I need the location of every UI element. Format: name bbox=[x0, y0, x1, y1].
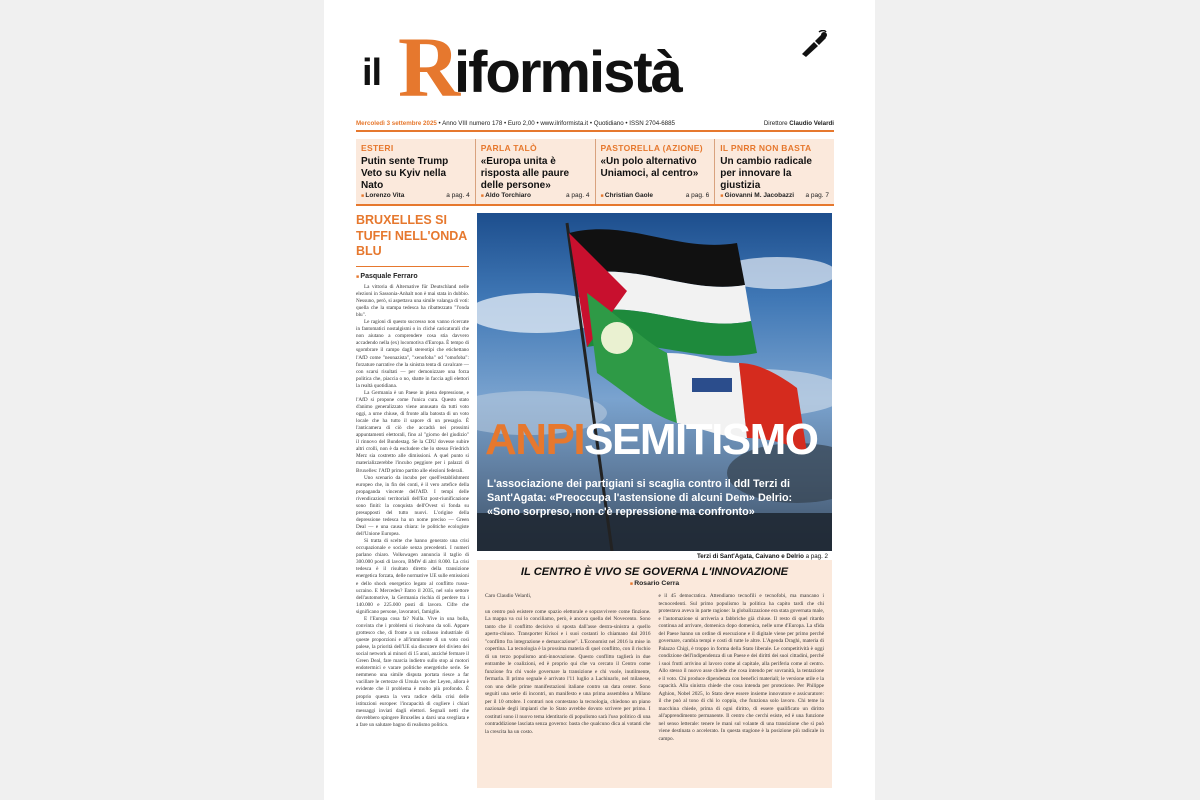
teaser-author: ■ Aldo Torchiaro bbox=[481, 192, 531, 199]
top-rule bbox=[356, 130, 834, 132]
caption-names: Terzi di Sant'Agata, Caivano e Delrio bbox=[696, 553, 804, 560]
logo-il: il bbox=[362, 52, 382, 94]
center-article-body bbox=[485, 593, 824, 743]
teaser-strip bbox=[356, 139, 834, 205]
article-text: un centro può esistere come spazio elettorale e sopravvivere come finzione. La mappa va cui lo conciliamo, però, è ancora quella del Novecento. Sono tanto che il conflitto decisivo si sposta dall'asse destra-sinistra a quello aperto-chiuso. Transporter Krisoi e i suoi costanti lo chiamano dal 2016 "conflitto fra integrazione e demarcazione". L'Economist nel 2016 la mise in copertina. La tecnologia è la prossima materia di quel conflitto, con il rischio di un terzo populismo anti-innovazione. Questo conflitto taglierà in due entrambe le coalizioni, ed è proprio qui che va cercato il Centro come funzione fra chi vuole governare la transizione e chi vuole, inutilmente, fermarla. Il primo segnale è arrivato l'11 luglio a Lachinarlo, nel milanese, con uno delle prime manifestazioni italiane contro un data center. Sono seguiti una serie di incontri, un manifesto e una prima assemblea a Milano per il 10 ottobre. I contrari non contestano la tecnologia, chiedono un piano nazionale degli impianti che lo Stato avrebbe dovuto scrivere per primo. I costituti sono il nuovo tema identitario di populismo sarà l'uso politico di una contraddizione lasciata senza governo: basta che qualcuno dica ai votanti che la crescita ha un costo. bbox=[485, 608, 651, 735]
teaser-kicker: PARLA TALÒ bbox=[480, 143, 537, 153]
left-article-title[interactable]: BRUXELLES SI TUFFI NELL'ONDA BLU bbox=[356, 213, 467, 259]
teaser-footer bbox=[481, 192, 590, 199]
article-text: e il 45 democratica. Attendiamo tecnofili e tecnofobi, ma mancano i tecnocedenti. Sul primo populismo la politica ha capito tardi che chi protestava aveva in parte ragione: la globalizzazione era stata governata male, e l'automazione si arriveria a fabbriche già chiuse. Il resto di quel ritardo continua ad arrivare, domenica dopo domenica, nelle urne d'Europa. La sfida del Paese hanno un ordine di esecuzione e il digitale viene per primo perché governare, cambia tempi e costi di tutte le altre. L'Agenda Draghi, materia di Palazzo Chigi, è troppo in forma della Stato liberale. Le competitività è oggi condizione dell'indipendenza di un Paese e dei diritti dei suoi cittadini, perché i suoi frutti arrivino al lavoro come al capitale, alla periferia come al centro. Allo stesso il nuovo asse chiede che cosa intendo per sovranità, la tentazione e il voto. Chi produce dipendenza con benefici materiali; le versione utile e la capacità. Alla sinistra chiede che cosa intenda per protezione. Per Philippe Aghion, Nobel 2025, lo Stato deve essere insieme innovatore e assicuratore: il che può al tono di chi lo coppia, che funziona solo lavoro. Chi teme la macchina chiede, prima di ogni diritto, di essere qualificato un diritto all'apprendimento permanente. Il centro che cerchi esiste, ed è una funzione nel senso letterale: tenere le mani sul volante di una transizione che sì può viene destinata o accelerato. In questa stagione è la posizione più radicale in campo. bbox=[658, 593, 824, 742]
headline-part-anpi: ANPI bbox=[485, 415, 585, 464]
teaser-kicker: IL PNRR NON BASTA bbox=[720, 143, 812, 153]
teaser-title[interactable]: Un cambio radicale per innovare la giustizia bbox=[720, 156, 812, 191]
article-paragraph: E l'Europa cosa fa? Nulla. Vive in una bolla, convinta che i problemi si risolvano da soli. Appare grottesco che, di fronte a un collasso industriale di queste proporzioni e all'imminente di un voto così palese, la priorità dell'UE sia discutere del divieto dei social network ai minori di 15 anni, anziché fermare il Green Deal, fare marcia indietro sullo stop ai motori endotermici e varare politiche energetiche serie. Se nemmeno una simile disputa portata riesce a far vacillare le certezze di Ursula von der Leyen, allora è evidente che il problema è molto più profondo. È proprio questa la vera radice della crisi delle istituzioni europee: l'incapacità di cogliere i chiari messaggi inviati dagli elettori. Segnali netti che dovrebbero spingere Bruxelles a darsi una svegliata e a fare un salutare bagno di realismo politico. bbox=[356, 615, 469, 728]
teaser-page: a pag. 4 bbox=[446, 192, 470, 199]
hero-photo[interactable] bbox=[477, 213, 832, 551]
left-article bbox=[356, 213, 469, 800]
teaser-page: a pag. 4 bbox=[566, 192, 590, 199]
hero-headline[interactable] bbox=[485, 415, 818, 464]
article-paragraph: Si tratta di scelte che hanno generato una crisi occupazionale e sociale senza precedenti. I numeri parlano chiaro. Volkswagen annuncia il taglio di 300.000 posti di lavoro, BMW di altri 8.000. La crisi tedesca è il risultato diretto della transizione energetica forzata, delle normative UE sulle emissioni e dello shock energetico legato al conflitto russo-ucraino. E Mercedes? Entro il 2035, nel solo settore dell'automotive, la Germania rischia di perdere tra i 140.000 e 225.000 posti di lavoro. Cifre che significano persone, lavoratori, famiglie. bbox=[356, 538, 469, 615]
center-article bbox=[477, 560, 832, 788]
teaser-page: a pag. 6 bbox=[685, 192, 710, 199]
article-paragraph: La vittoria di Alternative für Deutschland nelle elezioni in Sassonia-Anhalt non è mai stata in dubbio. Nessuno, però, si aspettava una simile valanga di voti: quella che la stampa tedesca ha ribattezzato "l'onda blu". bbox=[356, 283, 469, 319]
teaser-author: ■ Christian Gaole bbox=[601, 192, 653, 199]
article-paragraph: La Germania è un Paese in piena depressione, e l'AfD si propone come l'unica cura. Questo stato d'animo generalizzato viene annusato da tutti voto oggi, a urne chiuse, di fronte alla batosta di un voto locale che ha tutto il sapore di un presagio. È l'anticamera di ciò che accadrà nei prossimi appuntamenti elettorali, fino al "giorno del giudizio" il rinnovo del Bundestag. Se la CDU dovesse subire altri crolli, non è da escludere che lo stesso Friedrich Merz sia costretto alle dimissioni. A quel punto si materializzerebbe l'incubo peggiore per i palazzi di Bruxelles: l'AfD primo partito alle elezioni federali. bbox=[356, 389, 469, 474]
teaser-title[interactable]: «Un polo alternativo Uniamoci, al centro» bbox=[600, 156, 699, 179]
teaser-title[interactable]: Putin sente Trump Veto su Kyiv nella Nato bbox=[361, 156, 449, 191]
director-credit bbox=[764, 120, 834, 127]
teaser-author: ■ Giovanni M. Jacobazzi bbox=[720, 192, 794, 199]
teaser-kicker: ESTERI bbox=[361, 143, 394, 153]
article-salutation: Caro Claudio Velardi, bbox=[485, 593, 532, 599]
flame-pen-icon bbox=[798, 30, 830, 63]
headline-part-semitismo: SEMITISMO bbox=[584, 415, 818, 464]
left-article-body bbox=[356, 284, 469, 729]
teaser-kicker: PASTORELLA (AZIONE) bbox=[600, 143, 703, 153]
director-label: Direttore bbox=[763, 120, 790, 127]
teaser-pnrr[interactable] bbox=[715, 139, 834, 205]
teaser-footer bbox=[601, 192, 710, 199]
issue-date: Mercoledì 3 settembre 2025 bbox=[356, 120, 437, 127]
left-article-rule bbox=[356, 266, 469, 267]
masthead[interactable] bbox=[354, 19, 854, 118]
director-name: Claudio Velardi bbox=[789, 120, 834, 127]
logo-wordmark: iformistà bbox=[454, 40, 681, 105]
center-article-column-1 bbox=[485, 593, 651, 743]
teaser-title[interactable]: «Europa unita è risposta alle paure delle persone» bbox=[480, 156, 570, 191]
logo-r: R bbox=[398, 19, 461, 115]
teaser-parla-talo[interactable] bbox=[476, 139, 596, 205]
newspaper-front-page bbox=[324, 0, 875, 800]
article-paragraph: Uno scenario da incubo per quell'establishment europeo che, in fin dei conti, è il vero artefice della propaganda vincente dell'AfD. I tempi delle rivendicazioni territoriali dell'Est post-riunificazione sono finiti: la conquista dell'Ovest si fonda su presupposti del tutto nuovi. L'origine della depressione tedesca ha un nome preciso — Green Deal — e una causa chiara: le politiche ecologiste dell'Unione Europea. bbox=[356, 474, 469, 538]
issue-info: • Anno VIII numero 178 • Euro 2,00 • www.ilriformista.it • Quotidiano • ISSN 2704-6885 bbox=[436, 120, 675, 127]
center-article-author: ■ Rosario Cerra bbox=[485, 580, 824, 587]
center-article-column-2 bbox=[659, 593, 825, 743]
teaser-page: a pag. 7 bbox=[805, 192, 829, 199]
teaser-footer bbox=[361, 192, 470, 199]
left-article-author: ■ Pasquale Ferraro bbox=[356, 273, 469, 280]
center-article-title[interactable]: IL CENTRO È VIVO SE GOVERNA L'INNOVAZIONE bbox=[520, 566, 789, 578]
teaser-author: ■ Lorenzo Vita bbox=[361, 192, 404, 199]
teaser-esteri[interactable] bbox=[356, 139, 476, 205]
teaser-footer bbox=[720, 192, 829, 199]
hero-subheadline: L'associazione dei partigiani si scaglia contro il ddl Terzi di Sant'Agata: «Preoccupa l'astensione di alcuni Dem» Delrio: «Sono sorpreso, non c'è repressione ma confronto» bbox=[487, 478, 793, 518]
caption-page: a pag. 2 bbox=[803, 553, 828, 560]
teaser-pastorella[interactable] bbox=[596, 139, 716, 205]
article-paragraph: Le ragioni di questo successo non vanno ricercate in fantomatici nostalgismi o in cliché caricaturali che non aiutano a comprendere cosa stia davvero accadendo nella (ex) locomotiva d'Europa. È tempo di sgombrare il campo dagli stereotipi che etichettano l'AfD come "neonazista", "xenofoba" od "omofoba": forzature narrative che la sinistra tenta di cavalcare — con scarsi risultati — per demonizzare una forza politica che, piaccia o no, sbatte in faccia agli elettori la realtà quotidiana. bbox=[356, 319, 469, 389]
middle-rule bbox=[356, 204, 834, 206]
